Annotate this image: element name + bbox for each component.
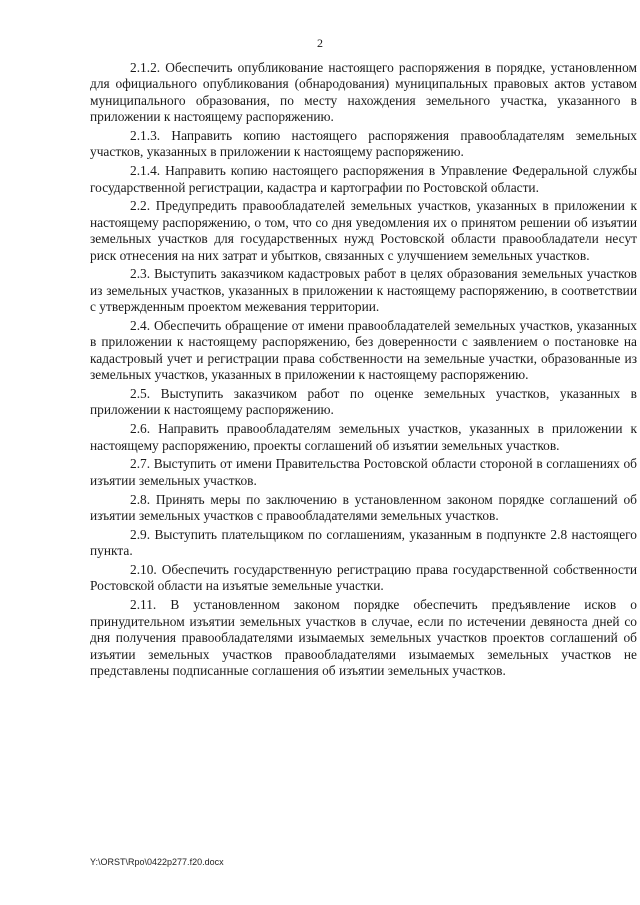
footer-file-path: Y:\ORST\Rpo\0422p277.f20.docx — [90, 857, 224, 867]
paragraph-2-5: 2.5. Выступить заказчиком работ по оценке земельных участков, указанных в приложении к настоящему распоряжению. — [90, 386, 637, 418]
paragraph-2-1-4: 2.1.4. Направить копию настоящего распоряжения в Управление Федеральной службы государственной регистрации, кадастра и картографии по Ростовской области. — [90, 163, 637, 195]
paragraph-2-10: 2.10. Обеспечить государственную регистрацию права государственной собственности Ростовской области на изъятые земельные участки. — [90, 562, 637, 594]
paragraph-2-1-3: 2.1.3. Направить копию настоящего распоряжения правообладателям земельных участков, указанных в приложении к настоящему распоряжению. — [90, 128, 637, 160]
paragraph-2-1-2: 2.1.2. Обеспечить опубликование настоящего распоряжения в порядке, установленном для официального опубликования (обнародования) муниципальных правовых актов уставом муниципального образования, по месту нахождения земельного участка, указанного в приложении к настоящему распоряжению. — [90, 60, 637, 125]
document-body — [90, 60, 637, 682]
page-number: 2 — [317, 36, 323, 50]
paragraph-2-2: 2.2. Предупредить правообладателей земельных участков, указанных в приложении к настоящему распоряжению, о том, что со дня уведомления их о принятом решении об изъятии земельных участков для государственных нужд Ростовской области правообладатели несут риск отнесения на них затрат и убытков, связанных с улучшением земельных участков. — [90, 198, 637, 263]
paragraph-2-11: 2.11. В установленном законом порядке обеспечить предъявление исков о принудительном изъятии земельных участков в случае, если по истечении девяноста дней со дня получения правообладателями изымаемых земельных участков проектов соглашений об изъятии земельных участков правообладателями изымаемых земельных участков не представлены подписанные соглашения об изъятии земельных участков. — [90, 597, 637, 678]
paragraph-2-4: 2.4. Обеспечить обращение от имени правообладателей земельных участков, указанных в приложении к настоящему распоряжению, без доверенности с заявлением о постановке на кадастровый учет и регистрации права собственности на земельные участки, образованные из земельных участков, указанных в приложении к настоящему распоряжению. — [90, 318, 637, 383]
paragraph-2-8: 2.8. Принять меры по заключению в установленном законом порядке соглашений об изъятии земельных участков с правообладателями земельных участков. — [90, 491, 637, 524]
paragraph-2-6: 2.6. Направить правообладателям земельных участков, указанных в приложении к настоящему распоряжению, проекты соглашений об изъятии земельных участков. — [90, 421, 637, 453]
paragraph-2-3: 2.3. Выступить заказчиком кадастровых работ в целях образования земельных участков из земельных участков, указанных в приложении к настоящему распоряжению, в соответствии с утвержденным проектом межевания территории. — [90, 266, 637, 315]
paragraph-2-9: 2.9. Выступить плательщиком по соглашениям, указанным в подпункте 2.8 настоящего пункта. — [90, 526, 637, 559]
paragraph-2-7: 2.7. Выступить от имени Правительства Ростовской области стороной в соглашениях об изъятии земельных участков. — [90, 456, 637, 488]
